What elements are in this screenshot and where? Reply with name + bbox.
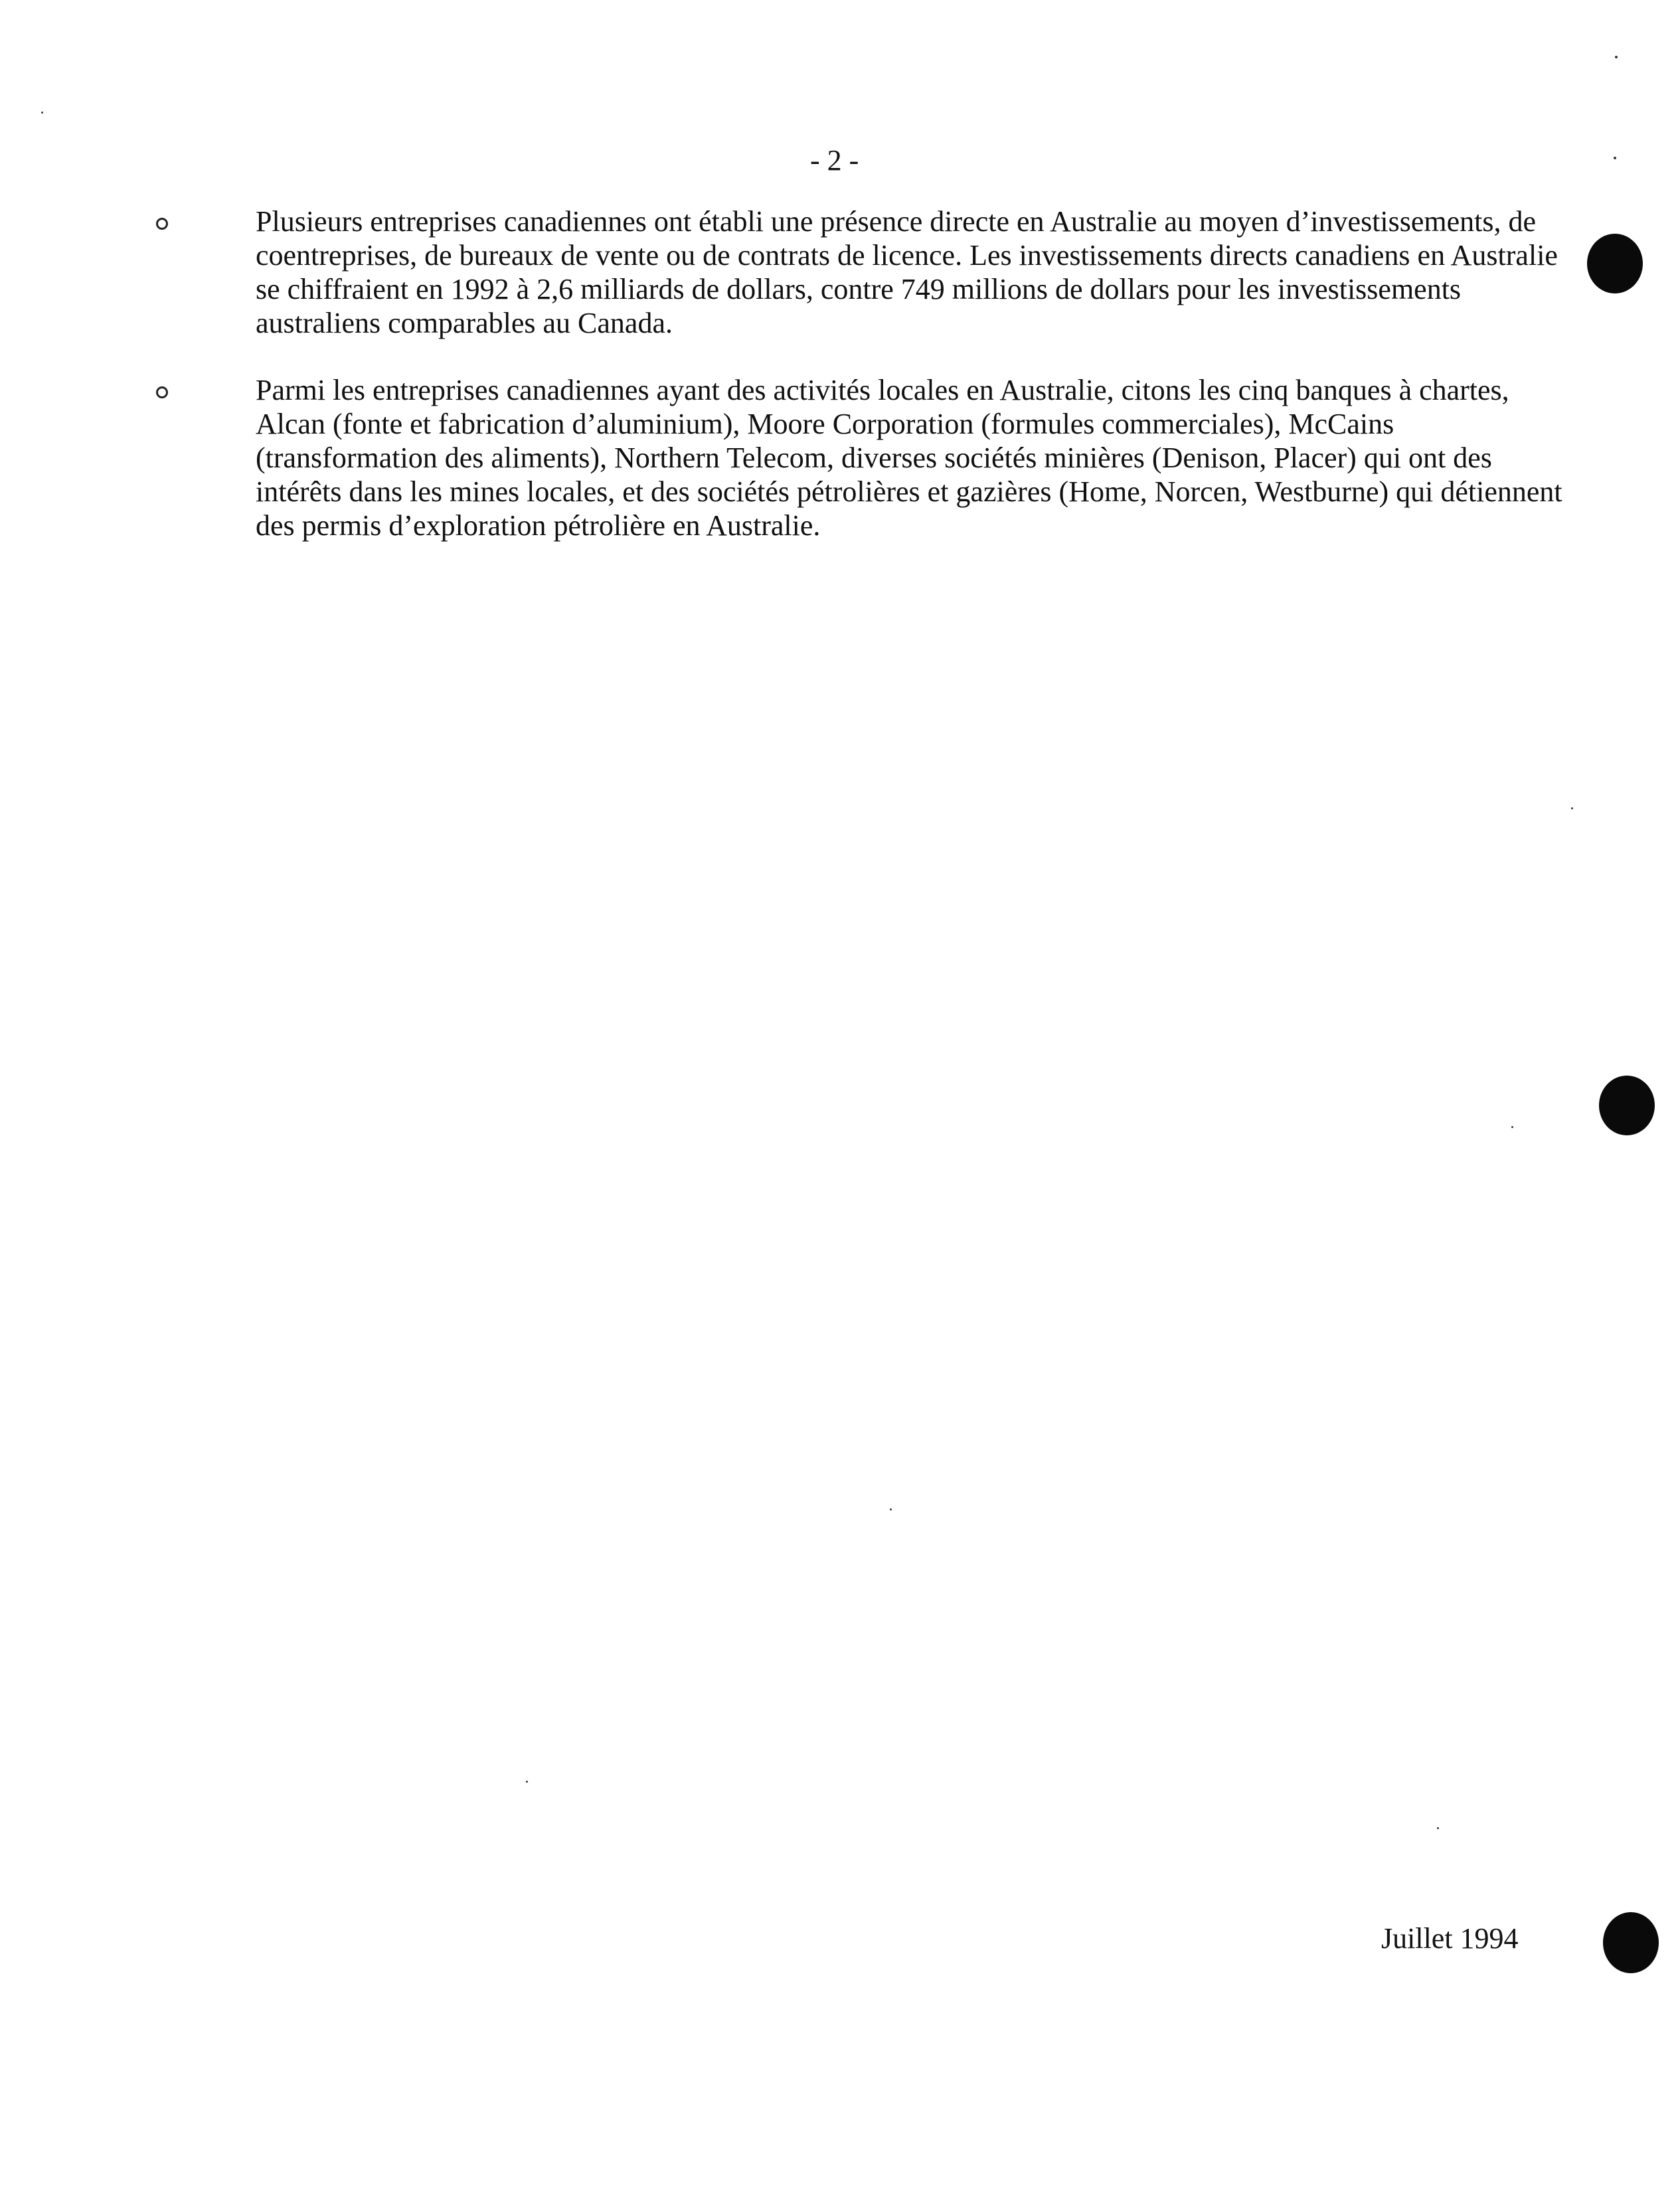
footer-date: Juillet 1994 bbox=[1381, 1922, 1519, 1955]
punch-hole-icon bbox=[1587, 234, 1643, 293]
scan-speck-icon bbox=[41, 112, 43, 114]
punch-hole-icon bbox=[1603, 1912, 1659, 1973]
bullet-list bbox=[156, 204, 1570, 576]
list-item bbox=[156, 373, 1570, 542]
bullet-icon bbox=[156, 218, 168, 230]
scan-speck-icon bbox=[1615, 56, 1618, 58]
page-number: - 2 - bbox=[810, 144, 859, 177]
scan-speck-icon bbox=[890, 1508, 892, 1510]
scan-speck-icon bbox=[1437, 1827, 1439, 1829]
scan-speck-icon bbox=[1614, 157, 1616, 159]
paragraph-text: Parmi les entreprises canadiennes ayant des activités locales en Australie, citons les cinq banques à chartes, Alcan (fonte et fabrication d’aluminium), Moore Corporation (formules commerciales), McCains (transformation des aliments), Northern Telecom, diverses sociétés minières (Denison, Placer) qui ont des intérêts dans les mines locales, et des sociétés pétrolières et gazières (Home, Norcen, Westburne) qui détiennent des permis d’exploration pétrolière en Australie. bbox=[256, 374, 1562, 542]
scan-speck-icon bbox=[1511, 1126, 1513, 1128]
paragraph-text: Plusieurs entreprises canadiennes ont établi une présence directe en Australie au moyen d’investissements, de coentreprises, de bureaux de vente ou de contrats de licence. Les investissements directs canadiens en Australie se chiffraient en 1992 à 2,6 milliards de dollars, contre 749 millions de dollars pour les investissements australiens comparables au Canada. bbox=[256, 205, 1558, 339]
bullet-icon bbox=[156, 386, 168, 398]
scan-speck-icon bbox=[1571, 807, 1573, 809]
scan-speck-icon bbox=[526, 1781, 528, 1783]
list-item bbox=[156, 204, 1570, 340]
punch-hole-icon bbox=[1599, 1076, 1655, 1135]
